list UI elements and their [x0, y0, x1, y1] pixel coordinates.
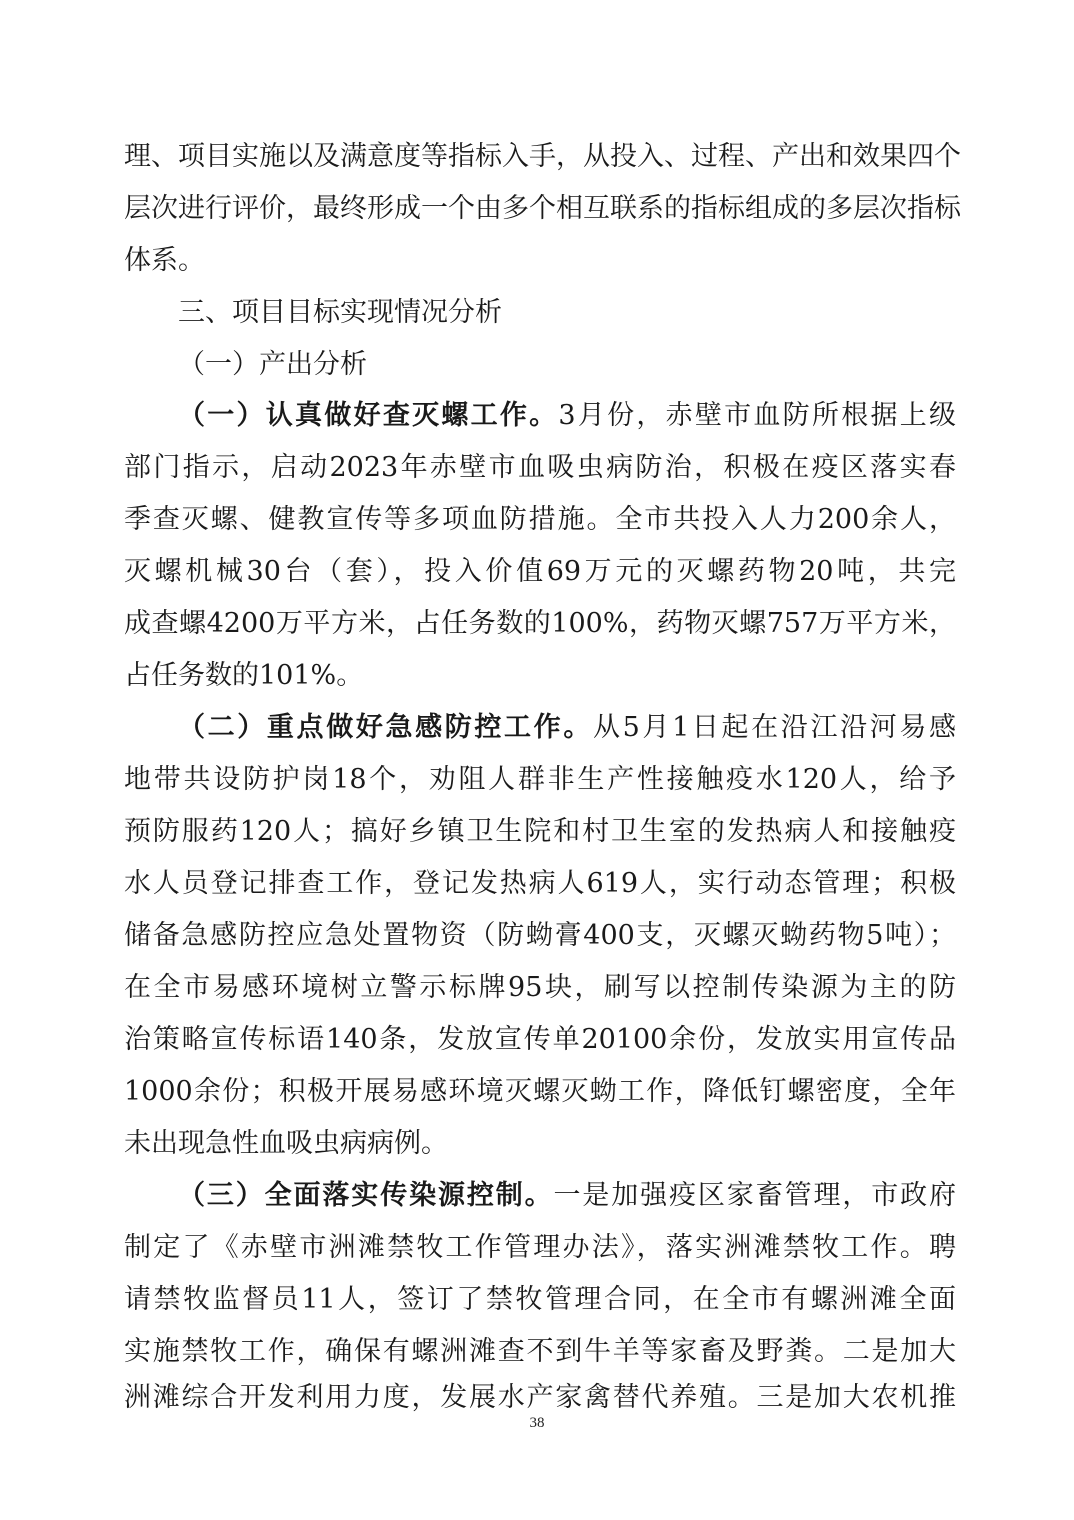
text-line: 制定了《赤壁市洲滩禁牧工作管理办法》，落实洲滩禁牧工作。聘 [124, 1232, 956, 1263]
text-line: 储备急感防控应急处置物资（防蚴膏400支，灭螺灭蚴药物5吨）； [124, 920, 956, 951]
text-line: 治策略宣传标语140条，发放宣传单20100余份，发放实用宣传品 [124, 1024, 956, 1055]
paragraph-first-line [178, 711, 956, 745]
subsection-heading: （一）产出分析 [178, 349, 367, 380]
paragraph-bold-lead: （一）认真做好查灭螺工作。 [178, 400, 559, 431]
page-number: 38 [529, 1415, 545, 1431]
text-line: 1000余份；积极开展易感环境灭螺灭蚴工作，降低钉螺密度，全年 [124, 1076, 956, 1107]
text-line: 水人员登记排查工作，登记发热病人619人，实行动态管理；积极 [124, 868, 956, 899]
text-line: 在全市易感环境树立警示标牌95块，刷写以控制传染源为主的防 [124, 972, 956, 1003]
text-line: 灭螺机械30台（套），投入价值69万元的灭螺药物20吨，共完 [124, 556, 956, 587]
text-line: 未出现急性血吸虫病病例。 [124, 1128, 448, 1159]
paragraph-text: 一是加强疫区家畜管理，市政府 [553, 1180, 956, 1211]
text-line: 预防服药120人；搞好乡镇卫生院和村卫生室的发热病人和接触疫 [124, 816, 956, 847]
text-line: 实施禁牧工作，确保有螺洲滩查不到牛羊等家畜及野粪。二是加大 [124, 1336, 956, 1367]
text-line: 层次进行评价，最终形成一个由多个相互联系的指标组成的多层次指标 [124, 193, 961, 224]
section-heading: 三、项目目标实现情况分析 [178, 297, 502, 328]
paragraph-first-line [178, 1179, 956, 1213]
paragraph-bold-lead: （二）重点做好急感防控工作。 [178, 712, 593, 743]
text-line: 季查灭螺、健教宣传等多项血防措施。全市共投入人力200余人， [124, 504, 956, 535]
text-line: 请禁牧监督员11人，签订了禁牧管理合同，在全市有螺洲滩全面 [124, 1284, 956, 1315]
text-line: 体系。 [124, 245, 205, 276]
text-line: 成查螺4200万平方米，占任务数的100%，药物灭螺757万平方米， [124, 608, 956, 639]
text-line: 洲滩综合开发利用力度，发展水产家禽替代养殖。三是加大农机推 [124, 1382, 956, 1413]
paragraph-text: 3月份，赤壁市血防所根据上级 [558, 400, 956, 431]
text-line: 理、项目实施以及满意度等指标入手，从投入、过程、产出和效果四个 [124, 141, 961, 172]
paragraph-first-line [178, 399, 956, 433]
text-line: 部门指示，启动2023年赤壁市血吸虫病防治，积极在疫区落实春 [124, 452, 956, 483]
paragraph-text: 从5月1日起在沿江沿河易感 [592, 712, 957, 743]
paragraph-bold-lead: （三）全面落实传染源控制。 [178, 1180, 554, 1211]
text-line: 占任务数的101%。 [124, 660, 364, 691]
text-line: 地带共设防护岗18个，劝阻人群非生产性接触疫水120人，给予 [124, 764, 956, 795]
